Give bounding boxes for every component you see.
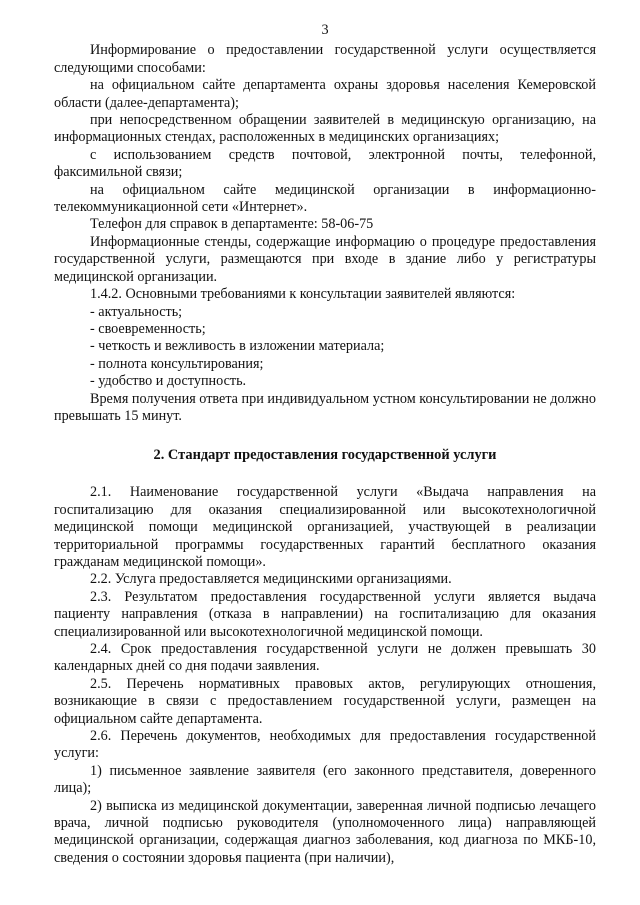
paragraph: 2) выписка из медицинской документации, заверенная личной подписью лечащего врача, личной подписью руководителя (уполномоченного лица) направляющей медицинской организации, содержащая диагноз заболевания, код диагноза по МКБ-10, сведения о состоянии здоровья пациента (при наличии),: [54, 797, 596, 866]
paragraph: на официальном сайте департамента охраны здоровья населения Кемеровской области (далее-департамента);: [54, 77, 596, 111]
paragraph: Информационные стенды, содержащие информацию о процедуре предоставления государственной услуги, размещаются при входе в здание либо у регистратуры медицинской организации.: [54, 233, 596, 285]
paragraph: на официальном сайте медицинской организации в информационно-телекоммуникационной сети «Интернет».: [54, 181, 596, 216]
paragraph: Телефон для справок в департаменте: 58-06-75: [90, 216, 374, 233]
paragraph: Информирование о предоставлении государственной услуги осуществляется следующими способами:: [54, 42, 596, 76]
paragraph: Время получения ответа при индивидуальном устном консультировании не должно превышать 15 минут.: [54, 390, 596, 424]
list-item: - полнота консультирования;: [90, 355, 264, 372]
paragraph: при непосредственном обращении заявителей в медицинскую организацию, на информационных стендах, расположенных в медицинских организациях;: [54, 112, 596, 146]
list-item: - удобство и доступность.: [90, 373, 247, 390]
section-title: 2. Стандарт предоставления государственной услуги: [153, 447, 497, 464]
paragraph: 2.5. Перечень нормативных правовых актов, регулирующих отношения, возникающие в связи с предоставлением государственной услуги, размещен на официальном сайте департамента.: [54, 675, 596, 727]
paragraph: с использованием средств почтовой, электронной почты, телефонной, факсимильной связи;: [54, 146, 596, 181]
list-item: - своевременность;: [90, 320, 206, 337]
paragraph: 1.4.2. Основными требованиями к консультации заявителей являются:: [90, 286, 516, 303]
page-number: 3: [321, 22, 329, 38]
list-item: - актуальность;: [90, 303, 183, 320]
paragraph: 2.6. Перечень документов, необходимых для предоставления государственной услуги:: [54, 728, 596, 762]
list-item: - четкость и вежливость в изложении материала;: [90, 338, 385, 355]
paragraph: 2.4. Срок предоставления государственной услуги не должен превышать 30 календарных дней со дня подачи заявления.: [54, 641, 596, 675]
paragraph: 1) письменное заявление заявителя (его законного представителя, доверенного лица);: [54, 762, 596, 797]
paragraph: 2.1. Наименование государственной услуги «Выдача направления на госпитализацию для оказания специализированной или высокотехнологичной медицинской помощи медицинской организацией, участвующей в реализации территориальной программы государственных гарантий бесплатного оказания гражданам медицинской помощи».: [54, 484, 596, 570]
paragraph: 2.3. Результатом предоставления государственной услуги является выдача пациенту направления (отказа в направлении) на госпитализацию для оказания специализированной или высокотехнологичной медицинской помощи.: [54, 588, 596, 640]
paragraph: 2.2. Услуга предоставляется медицинскими организациями.: [90, 571, 452, 588]
